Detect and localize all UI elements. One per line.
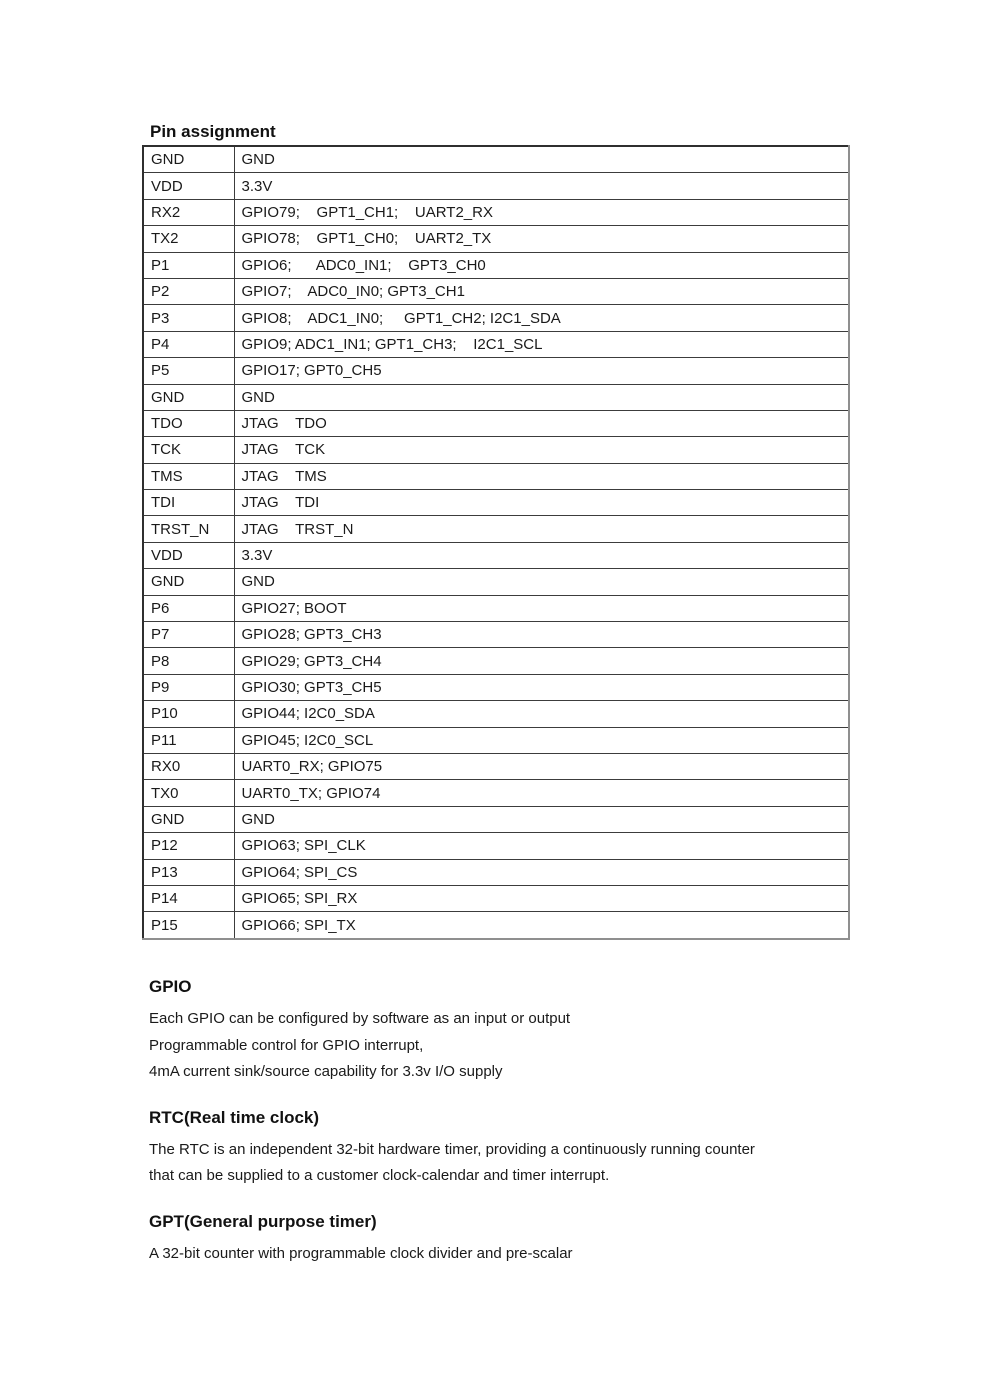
pin-cell: TDI <box>143 490 234 516</box>
pin-cell: GND <box>143 384 234 410</box>
function-cell: GPIO6; ADC0_IN1; GPT3_CH0 <box>234 252 849 278</box>
function-cell: GPIO29; GPT3_CH4 <box>234 648 849 674</box>
doc-section <box>149 977 859 1086</box>
table-row <box>143 780 849 806</box>
pin-cell: P1 <box>143 252 234 278</box>
pin-cell: P5 <box>143 358 234 384</box>
function-cell: GPIO64; SPI_CS <box>234 859 849 885</box>
function-cell: GPIO79; GPT1_CH1; UART2_RX <box>234 199 849 225</box>
pin-cell: P15 <box>143 912 234 939</box>
section-line: Programmable control for GPIO interrupt, <box>149 1036 424 1054</box>
pin-cell: P6 <box>143 595 234 621</box>
function-cell: GPIO17; GPT0_CH5 <box>234 358 849 384</box>
pin-cell: TMS <box>143 463 234 489</box>
function-cell: JTAG TRST_N <box>234 516 849 542</box>
table-row <box>143 463 849 489</box>
function-cell: GPIO27; BOOT <box>234 595 849 621</box>
pin-cell: P4 <box>143 331 234 357</box>
pin-table-body <box>143 146 849 939</box>
table-row <box>143 859 849 885</box>
function-cell: GND <box>234 146 849 173</box>
doc-section <box>149 1212 859 1268</box>
pin-cell: VDD <box>143 542 234 568</box>
pin-cell: P13 <box>143 859 234 885</box>
section-heading: GPIO <box>149 977 192 996</box>
pin-cell: TCK <box>143 437 234 463</box>
table-row <box>143 833 849 859</box>
pin-cell: GND <box>143 806 234 832</box>
function-cell: GPIO44; I2C0_SDA <box>234 701 849 727</box>
function-cell: GPIO7; ADC0_IN0; GPT3_CH1 <box>234 278 849 304</box>
table-row <box>143 384 849 410</box>
section-line: The RTC is an independent 32-bit hardware timer, providing a continuously running counter <box>149 1140 755 1158</box>
section-body <box>149 1241 859 1268</box>
pin-cell: TX0 <box>143 780 234 806</box>
pin-cell: P7 <box>143 622 234 648</box>
table-row <box>143 226 849 252</box>
table-row <box>143 331 849 357</box>
function-cell: JTAG TDO <box>234 410 849 436</box>
function-cell: GPIO63; SPI_CLK <box>234 833 849 859</box>
pin-cell: P8 <box>143 648 234 674</box>
function-cell: GND <box>234 569 849 595</box>
pin-cell: P14 <box>143 885 234 911</box>
table-row <box>143 490 849 516</box>
table-row <box>143 912 849 939</box>
section-body <box>149 1137 859 1190</box>
function-cell: UART0_TX; GPIO74 <box>234 780 849 806</box>
function-cell: GPIO78; GPT1_CH0; UART2_TX <box>234 226 849 252</box>
section-body <box>149 1006 859 1086</box>
table-row <box>143 648 849 674</box>
section-heading: GPT(General purpose timer) <box>149 1211 377 1231</box>
table-row <box>143 701 849 727</box>
function-cell: GPIO65; SPI_RX <box>234 885 849 911</box>
table-row <box>143 305 849 331</box>
section-line: A 32-bit counter with programmable clock divider and pre-scalar <box>149 1244 573 1262</box>
pin-cell: RX0 <box>143 753 234 779</box>
page-title: Pin assignment <box>150 122 276 141</box>
function-cell: GPIO28; GPT3_CH3 <box>234 622 849 648</box>
pin-cell: RX2 <box>143 199 234 225</box>
table-row <box>143 569 849 595</box>
function-cell: JTAG TMS <box>234 463 849 489</box>
table-row <box>143 199 849 225</box>
section-line: that can be supplied to a customer clock-calendar and timer interrupt. <box>149 1167 610 1184</box>
section-line: Each GPIO can be configured by software as an input or output <box>149 1010 571 1027</box>
function-cell: GND <box>234 806 849 832</box>
function-cell: JTAG TCK <box>234 437 849 463</box>
function-cell: JTAG TDI <box>234 490 849 516</box>
pin-cell: P10 <box>143 701 234 727</box>
table-row <box>143 358 849 384</box>
table-row <box>143 146 849 173</box>
pin-cell: VDD <box>143 173 234 199</box>
function-cell: UART0_RX; GPIO75 <box>234 753 849 779</box>
pin-cell: TDO <box>143 410 234 436</box>
pin-cell: P2 <box>143 278 234 304</box>
doc-section <box>149 1108 859 1190</box>
table-row <box>143 885 849 911</box>
pin-cell: P3 <box>143 305 234 331</box>
table-row <box>143 516 849 542</box>
function-cell: 3.3V <box>234 542 849 568</box>
function-cell: GPIO9; ADC1_IN1; GPT1_CH3; I2C1_SCL <box>234 331 849 357</box>
table-row <box>143 806 849 832</box>
pin-cell: P11 <box>143 727 234 753</box>
pin-assignment-table <box>142 145 850 940</box>
pin-cell: P9 <box>143 674 234 700</box>
function-cell: GPIO30; GPT3_CH5 <box>234 674 849 700</box>
section-line: 4mA current sink/source capability for 3.3v I/O supply <box>149 1063 503 1080</box>
table-row <box>143 437 849 463</box>
sections <box>149 977 859 1267</box>
table-row <box>143 727 849 753</box>
table-row <box>143 173 849 199</box>
table-row <box>143 542 849 568</box>
pin-cell: GND <box>143 569 234 595</box>
table-row <box>143 753 849 779</box>
function-cell: GPIO66; SPI_TX <box>234 912 849 939</box>
pin-cell: P12 <box>143 833 234 859</box>
function-cell: GPIO8; ADC1_IN0; GPT1_CH2; I2C1_SDA <box>234 305 849 331</box>
function-cell: GND <box>234 384 849 410</box>
pin-cell: TRST_N <box>143 516 234 542</box>
function-cell: 3.3V <box>234 173 849 199</box>
table-row <box>143 410 849 436</box>
pin-cell: GND <box>143 146 234 173</box>
table-row <box>143 595 849 621</box>
function-cell: GPIO45; I2C0_SCL <box>234 727 849 753</box>
table-row <box>143 622 849 648</box>
table-row <box>143 674 849 700</box>
section-heading: RTC(Real time clock) <box>149 1107 320 1127</box>
table-row <box>143 252 849 278</box>
table-row <box>143 278 849 304</box>
pin-cell: TX2 <box>143 226 234 252</box>
